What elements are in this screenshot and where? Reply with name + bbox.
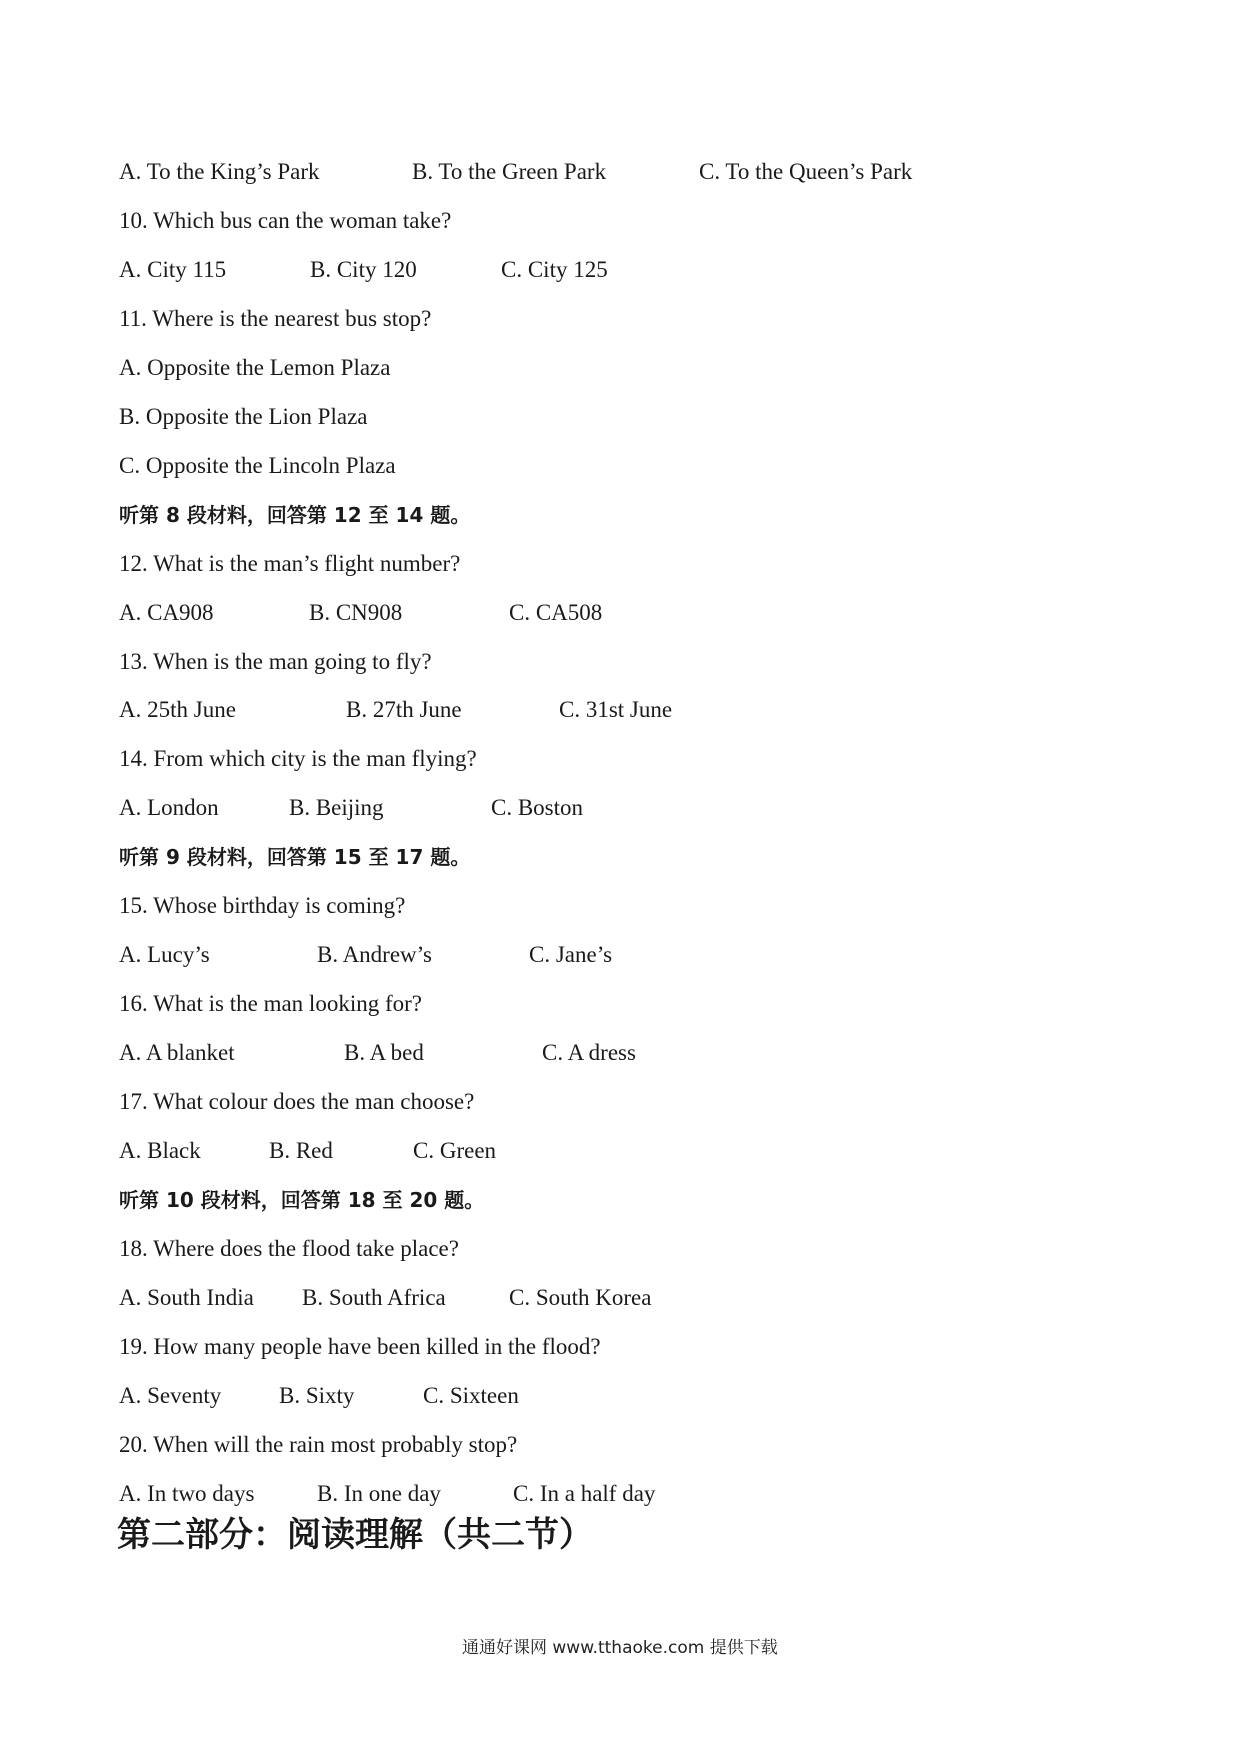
part-two-heading: 第二部分：阅读理解（共二节） bbox=[117, 1515, 593, 1555]
q19-option-c: C. Sixteen bbox=[423, 1383, 519, 1408]
q15-option-b: B. Andrew’s bbox=[317, 942, 432, 967]
q11-option-a: A. Opposite the Lemon Plaza bbox=[119, 355, 391, 380]
q17-option-b: B. Red bbox=[269, 1138, 333, 1163]
q19-option-a: A. Seventy bbox=[119, 1383, 222, 1408]
q16-question: 16. What is the man looking for? bbox=[119, 991, 422, 1016]
section-8-instruction: 听第 8 段材料，回答第 12 至 14 题。 bbox=[119, 503, 471, 527]
section-9-instruction: 听第 9 段材料，回答第 15 至 17 题。 bbox=[119, 845, 471, 869]
q13-option-c: C. 31st June bbox=[559, 697, 673, 722]
q9-option-b: B. To the Green Park bbox=[412, 159, 607, 184]
q20-option-c: C. In a half day bbox=[513, 1481, 656, 1506]
q11-question: 11. Where is the nearest bus stop? bbox=[119, 306, 432, 331]
q12-question: 12. What is the man’s flight number? bbox=[119, 551, 461, 576]
q13-option-b: B. 27th June bbox=[346, 697, 462, 722]
q17-option-a: A. Black bbox=[119, 1138, 201, 1163]
q20-option-a: A. In two days bbox=[119, 1481, 255, 1506]
q15-question: 15. Whose birthday is coming? bbox=[119, 893, 406, 918]
q18-option-a: A. South India bbox=[119, 1285, 254, 1310]
q9-option-c: C. To the Queen’s Park bbox=[699, 159, 913, 184]
q11-option-b: B. Opposite the Lion Plaza bbox=[119, 404, 368, 429]
q11-option-c: C. Opposite the Lincoln Plaza bbox=[119, 453, 396, 478]
q13-option-a: A. 25th June bbox=[119, 697, 236, 722]
q10-option-a: A. City 115 bbox=[119, 257, 227, 282]
q15-option-a: A. Lucy’s bbox=[119, 942, 210, 967]
q15-option-c: C. Jane’s bbox=[529, 942, 613, 967]
q16-option-a: A. A blanket bbox=[119, 1040, 235, 1065]
section-10-instruction: 听第 10 段材料，回答第 18 至 20 题。 bbox=[119, 1188, 485, 1212]
q10-question: 10. Which bus can the woman take? bbox=[119, 208, 452, 233]
q12-option-a: A. CA908 bbox=[119, 600, 214, 625]
q18-option-c: C. South Korea bbox=[509, 1285, 652, 1310]
q17-question: 17. What colour does the man choose? bbox=[119, 1089, 475, 1114]
q19-question: 19. How many people have been killed in the flood? bbox=[119, 1334, 601, 1359]
page-footer: 通通好课网 www.tthaoke.com 提供下载 bbox=[462, 1638, 778, 1658]
q17-option-c: C. Green bbox=[413, 1138, 497, 1163]
q16-option-c: C. A dress bbox=[542, 1040, 636, 1065]
q20-option-b: B. In one day bbox=[317, 1481, 441, 1506]
q18-question: 18. Where does the flood take place? bbox=[119, 1236, 459, 1261]
q14-option-b: B. Beijing bbox=[289, 795, 384, 820]
q20-question: 20. When will the rain most probably stop? bbox=[119, 1432, 518, 1457]
q13-question: 13. When is the man going to fly? bbox=[119, 649, 432, 674]
q16-option-b: B. A bed bbox=[344, 1040, 424, 1065]
q19-option-b: B. Sixty bbox=[279, 1383, 355, 1408]
q14-option-a: A. London bbox=[119, 795, 219, 820]
q18-option-b: B. South Africa bbox=[302, 1285, 446, 1310]
q10-option-b: B. City 120 bbox=[310, 257, 417, 282]
q12-option-c: C. CA508 bbox=[509, 600, 603, 625]
q10-option-c: C. City 125 bbox=[501, 257, 608, 282]
q9-option-a: A. To the King’s Park bbox=[119, 159, 320, 184]
q14-option-c: C. Boston bbox=[491, 795, 584, 820]
q14-question: 14. From which city is the man flying? bbox=[119, 746, 477, 771]
q12-option-b: B. CN908 bbox=[309, 600, 403, 625]
